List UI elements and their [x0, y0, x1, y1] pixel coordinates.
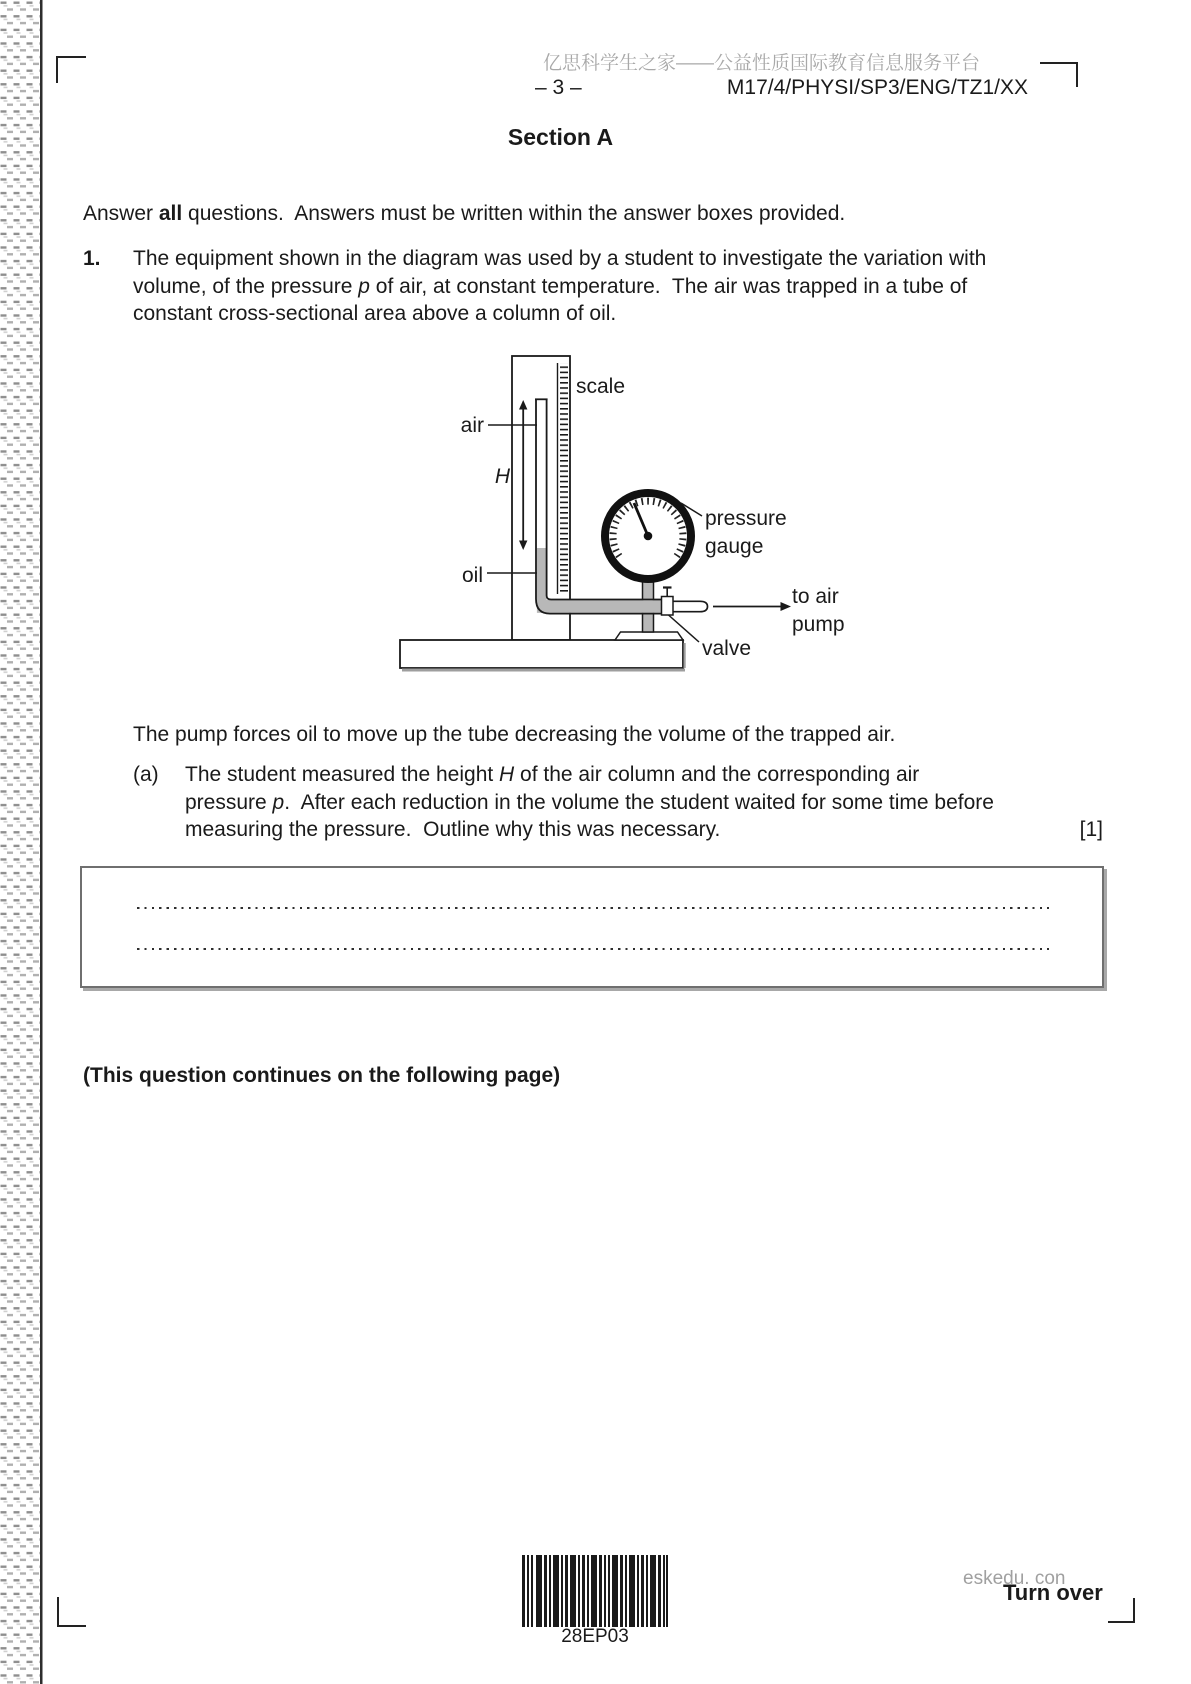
- intro-line2-pre: volume, of the pressure: [133, 274, 359, 298]
- part-a-line1-pre: The student measured the height: [185, 763, 500, 786]
- valve-label: valve: [702, 637, 752, 660]
- instructions-post: questions. Answers must be written within the answer boxes provided.: [182, 202, 846, 225]
- crop-mark-top-right: [1040, 62, 1078, 87]
- pump-arrow-head: [781, 602, 792, 611]
- tube-stem-junction: [643, 600, 652, 612]
- part-a-line-3: measuring the pressure. Outline why this was necessary.: [185, 818, 721, 841]
- header-site-watermark: 亿思科学生之家——公益性质国际教育信息服务平台: [542, 53, 980, 74]
- instructions: [83, 200, 845, 228]
- question-intro: [133, 245, 986, 328]
- oil-label: oil: [461, 564, 483, 587]
- to-air-pump-label-line2: pump: [792, 613, 845, 636]
- instructions-pre: Answer: [83, 202, 159, 225]
- pump-tube: [671, 601, 708, 611]
- height-symbol-inline: H: [499, 763, 515, 786]
- barcode-label: 28EP03: [561, 1626, 629, 1647]
- question-intro-line-3: constant cross-sectional area above a column of oil.: [133, 302, 617, 325]
- gauge-needle-hub: [644, 532, 653, 541]
- barcode: [522, 1555, 668, 1632]
- intro-line2-post: of air, at constant temperature. The air was trapped in a tube of: [369, 274, 968, 298]
- continuation-note: (This question continues on the following page): [83, 1064, 561, 1087]
- part-a-label: (a): [133, 763, 159, 786]
- air-label: air: [460, 414, 484, 437]
- apparatus-diagram: [380, 330, 860, 685]
- page-number: – 3 –: [535, 76, 582, 99]
- pressure-gauge-label-line1: pressure: [705, 507, 787, 530]
- pressure-symbol: p: [358, 274, 370, 298]
- question-intro-line-1: The equipment shown in the diagram was used by a student to investigate the variation with: [133, 247, 987, 270]
- footer-site-watermark: eskedu. con: [963, 1568, 1066, 1589]
- section-title: Section A: [507, 124, 614, 150]
- part-a-line1-post: of the air column and the corresponding air: [514, 763, 920, 786]
- answer-dotted-line-1: [137, 907, 1049, 909]
- answer-box: [80, 866, 1104, 988]
- height-symbol-label: H: [494, 465, 510, 488]
- part-a-line2-post: . After each reduction in the volume the student waited for some time before: [284, 790, 994, 814]
- question-number: 1.: [83, 247, 101, 270]
- valve-body: [662, 597, 674, 616]
- pressure-gauge-label-line2: gauge: [705, 535, 764, 558]
- instructions-bold: all: [158, 202, 183, 225]
- barcode-bars: [522, 1555, 668, 1627]
- paper-code: M17/4/PHYSI/SP3/ENG/TZ1/XX: [726, 76, 1028, 99]
- scale-ruler-ticks: [559, 363, 569, 594]
- scan-edge-pattern: [0, 0, 43, 1684]
- to-air-pump-label-line1: to air: [792, 585, 839, 608]
- pump-note: The pump forces oil to move up the tube decreasing the volume of the trapped air.: [133, 723, 896, 746]
- crop-mark-top-left: [56, 56, 86, 83]
- part-a-line-1: [185, 761, 994, 789]
- part-a-line2-pre: pressure: [185, 790, 273, 814]
- marks-badge: [1]: [1079, 818, 1103, 841]
- part-a-text: [185, 761, 994, 844]
- part-a-line-2: [185, 789, 994, 817]
- crop-mark-bottom-left: [57, 1597, 86, 1627]
- scale-label: scale: [576, 375, 626, 398]
- crop-mark-bottom-right: [1108, 1598, 1135, 1623]
- oil-column: [537, 548, 547, 601]
- scan-edge-artifact: [0, 0, 43, 1684]
- pressure-symbol-inline: p: [272, 790, 285, 814]
- apparatus-diagram-svg: [380, 330, 860, 680]
- answer-dotted-line-2: [137, 948, 1049, 950]
- gauge-foot: [615, 632, 683, 640]
- turn-over-label: Turn over: [1003, 1580, 1103, 1605]
- question-intro-line-2: [133, 273, 986, 301]
- base-plate: [400, 640, 683, 668]
